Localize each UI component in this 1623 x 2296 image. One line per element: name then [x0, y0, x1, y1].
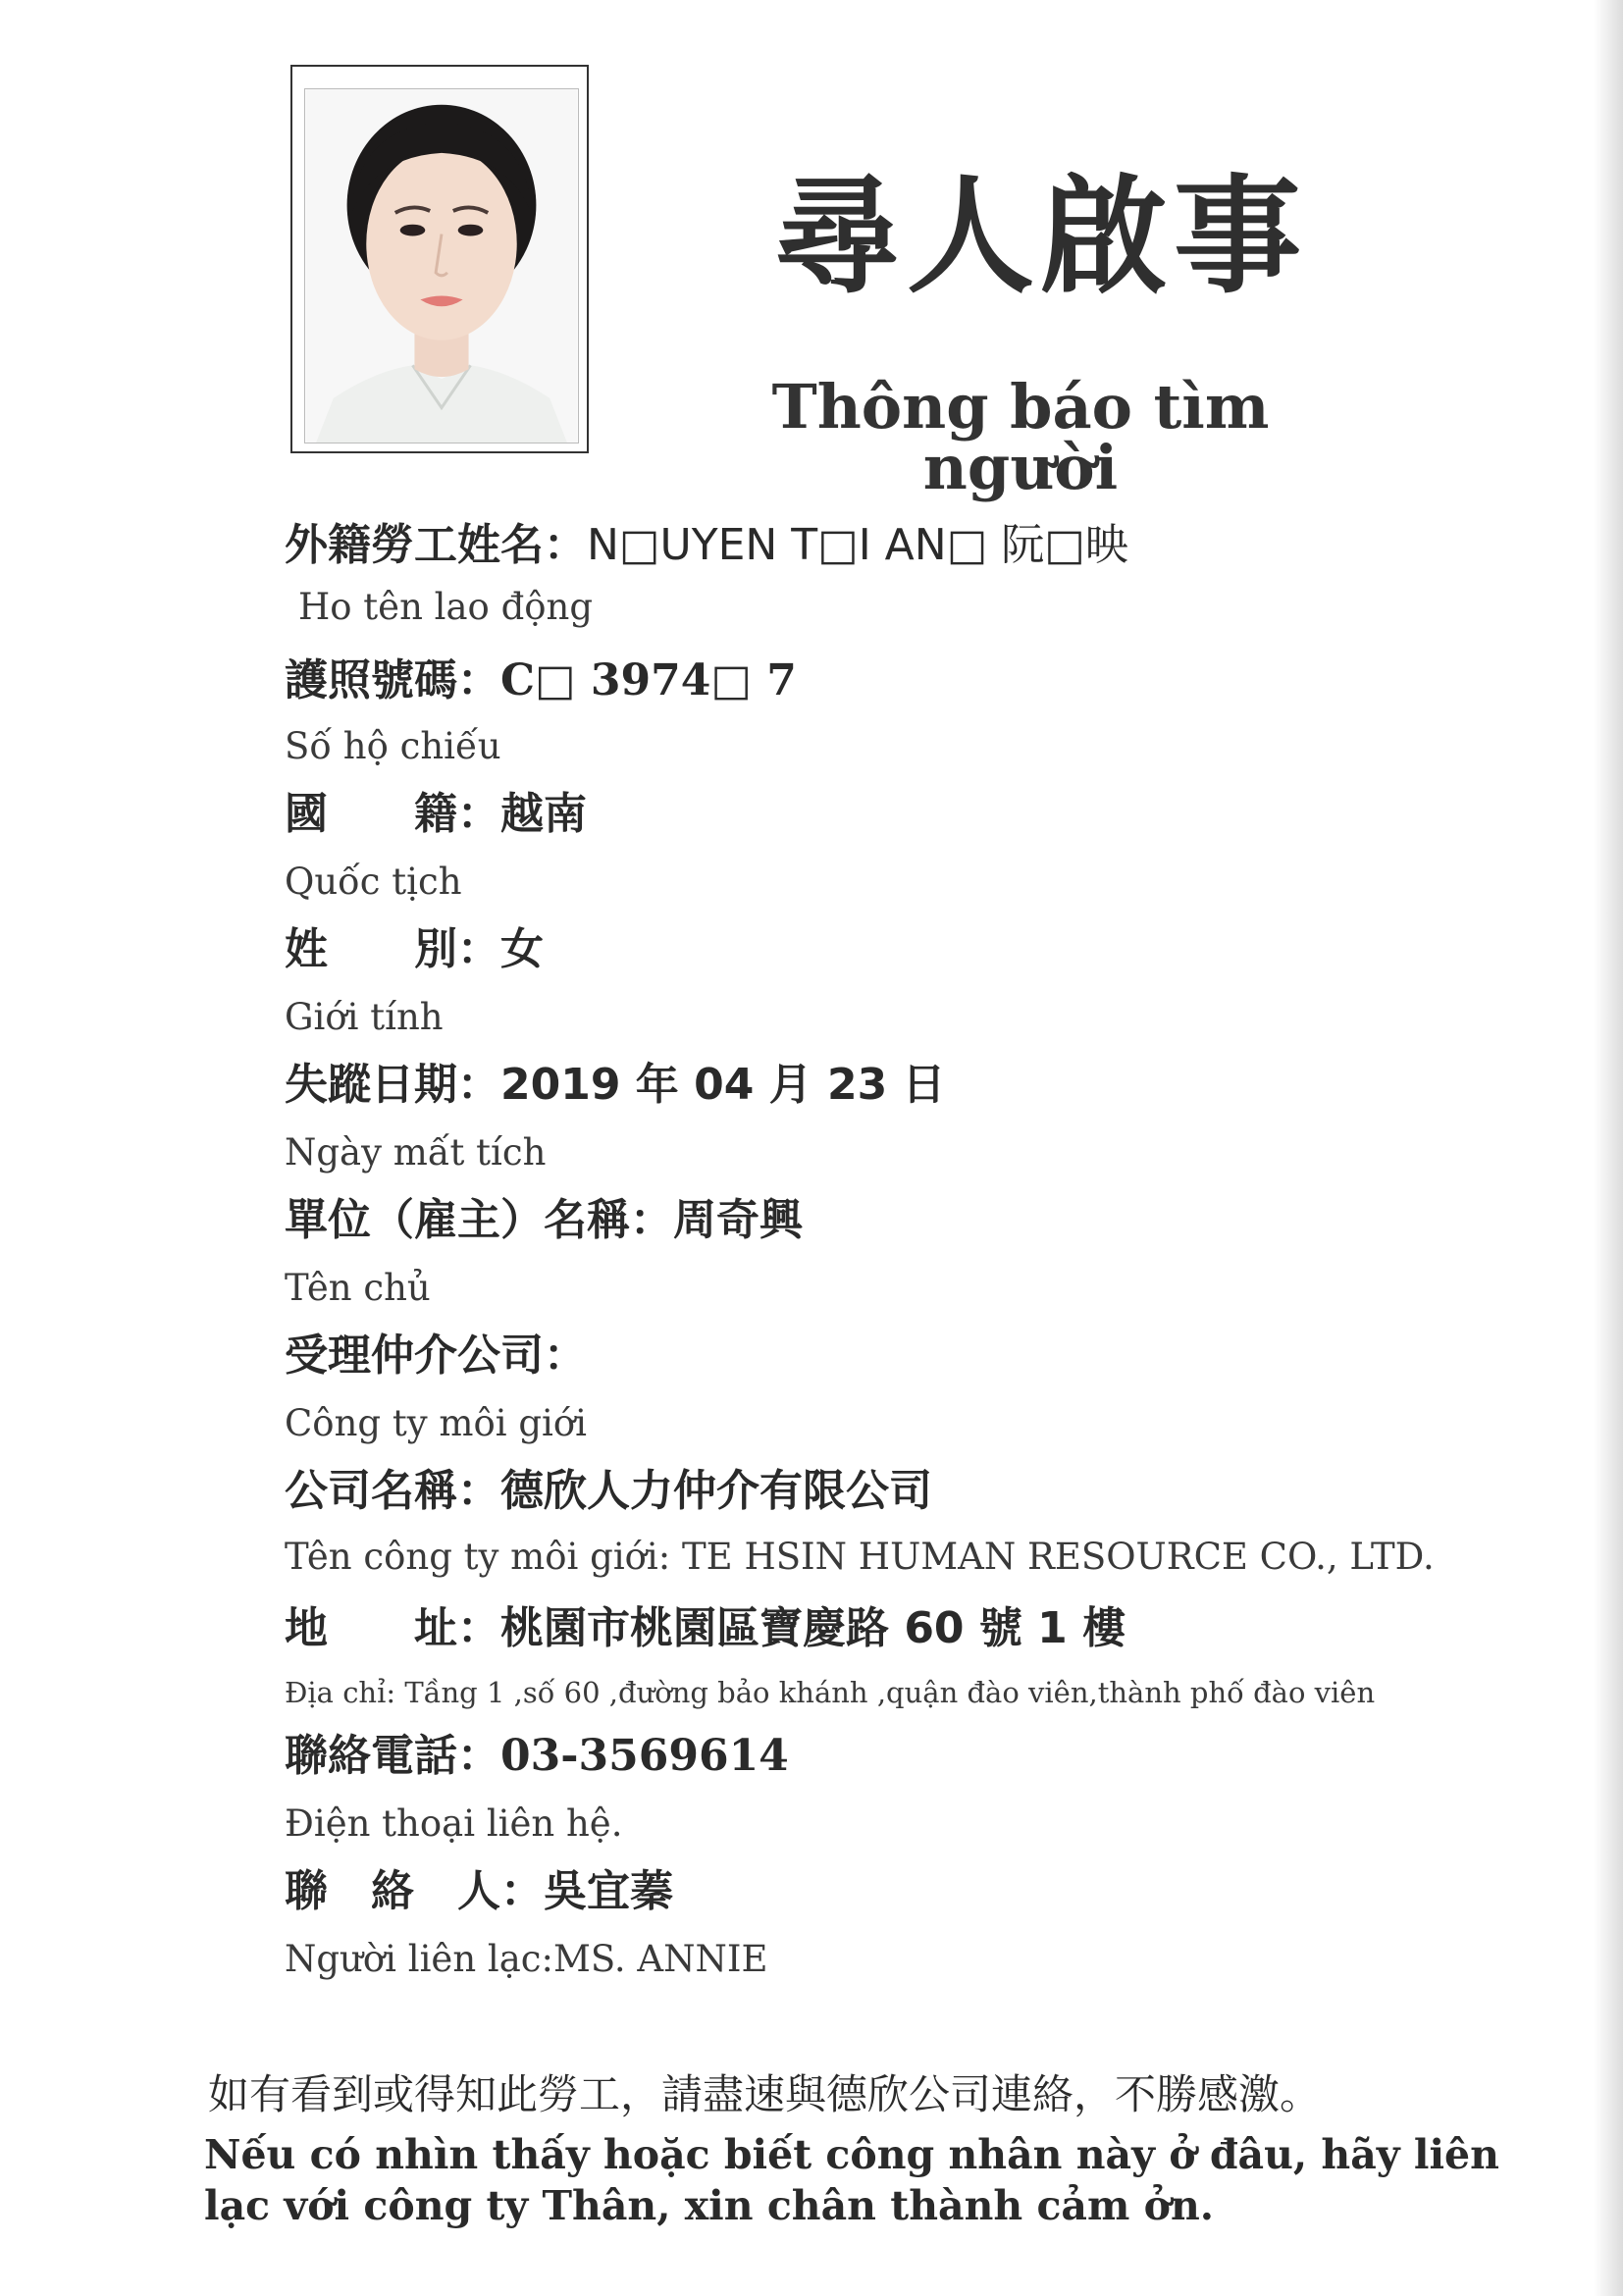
field-label-vn: Điện thoại liên hệ.: [285, 1802, 623, 1845]
portrait-photo: [304, 88, 579, 444]
field-label-vn: Tên chủ: [285, 1267, 431, 1309]
field-label-vn: Người liên lạc:MS. ANNIE: [285, 1938, 768, 1980]
field-label-cn: [285, 1601, 1375, 1656]
field-worker-name: [285, 518, 1128, 632]
field-nationality: [285, 787, 587, 907]
footer-request-vietnamese: Nếu có nhìn thấy hoặc biết công nhân này ở đâu, hãy liên lạc với công ty Thân, xin chân thành cảm ởn.: [204, 2131, 1499, 2229]
label-text: 單位（雇主）名稱：: [285, 1195, 673, 1245]
field-label-vn: Ho tên lao động: [298, 586, 594, 628]
field-label-vn: Ngày mất tích: [285, 1131, 547, 1174]
field-address: [285, 1601, 1375, 1717]
passport-number-value: C□ 3974□ 7: [500, 655, 797, 705]
footer-request-chinese: 如有看到或得知此勞工，請盡速與德欣公司連絡，不勝感激。: [208, 2070, 1322, 2118]
label-text: 失蹤日期：: [285, 1060, 500, 1110]
field-label-cn: [285, 1193, 803, 1248]
label-text: 護照號碼：: [285, 655, 500, 705]
field-label-vn: Giới tính: [285, 996, 444, 1038]
field-contact-phone: [285, 1729, 789, 1849]
field-passport-number: [285, 653, 797, 771]
contact-phone-value: 03-3569614: [500, 1731, 789, 1781]
field-employer-name: [285, 1193, 803, 1313]
field-label-cn: [285, 1729, 789, 1784]
label-text: 受理仲介公司：: [285, 1331, 587, 1381]
field-missing-date: [285, 1058, 946, 1177]
field-label-cn: [285, 1464, 1435, 1519]
field-label-cn: [285, 653, 797, 708]
employer-name-value: 周奇興: [673, 1195, 803, 1245]
label-text: 聯 絡 人：: [285, 1866, 544, 1916]
nationality-value: 越南: [500, 789, 587, 839]
label-text: 公司名稱：: [285, 1466, 500, 1516]
gender-value: 女: [500, 924, 544, 974]
field-label-cn: [285, 787, 587, 842]
field-agency: [285, 1329, 587, 1448]
field-label-cn: [285, 1864, 768, 1919]
scan-edge-shadow: [1594, 0, 1623, 2296]
page-title-vietnamese: Thông báo tìm người: [771, 371, 1270, 503]
page-title-chinese: 尋人啟事: [772, 162, 1307, 311]
portrait-photo-frame: [290, 65, 589, 453]
field-gender: [285, 922, 544, 1042]
field-label-cn: [285, 1329, 587, 1383]
field-label-vn: Quốc tịch: [285, 861, 462, 903]
label-text: 國 籍：: [285, 789, 500, 839]
field-label-vn: Tên công ty môi giới: TE HSIN HUMAN RESOURCE CO., LTD.: [285, 1536, 1435, 1578]
field-label-vn: Số hộ chiếu: [285, 725, 501, 767]
field-label-vn: Công ty môi giới: [285, 1402, 587, 1444]
address-value: 桃園市桃園區寶慶路 60 號 1 樓: [500, 1603, 1126, 1653]
field-label-cn: [285, 1058, 946, 1113]
field-company-name: [285, 1464, 1435, 1582]
field-contact-person: [285, 1864, 768, 1984]
company-name-value: 德欣人力仲介有限公司: [500, 1466, 932, 1516]
label-text: 聯絡電話：: [285, 1731, 500, 1781]
worker-name-value: N□UYEN T□I AN□ 阮□映: [587, 520, 1128, 570]
field-label-cn: [285, 518, 1128, 573]
missing-date-value: 2019 年 04 月 23 日: [500, 1060, 946, 1110]
field-label-cn: [285, 922, 544, 977]
contact-person-value: 吳宜蓁: [544, 1866, 673, 1916]
field-label-vn: Địa chỉ: Tầng 1 ,số 60 ,đường bảo khánh ,quận đào viên,thành phố đào viên: [285, 1676, 1376, 1709]
label-text: 外籍勞工姓名：: [285, 520, 587, 570]
label-text: 姓 別：: [285, 924, 500, 974]
label-text: 地 址：: [285, 1603, 500, 1653]
